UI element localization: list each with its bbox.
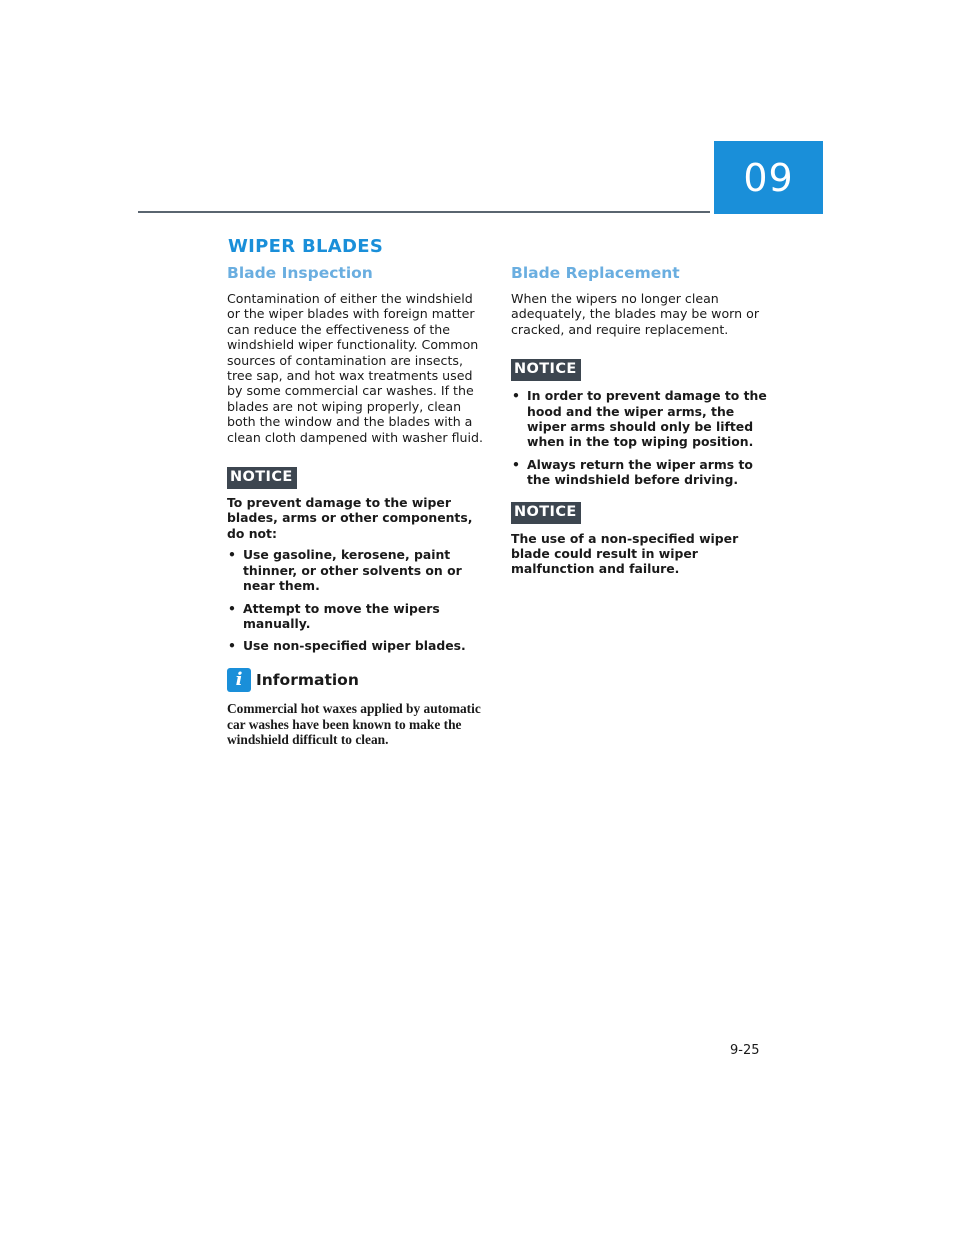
list-item: • In order to prevent damage to the hood and the wiper arms, the wiper arms should only be lifted when in the top wiping position. [511, 388, 767, 450]
blade-replacement-heading: Blade Replacement [511, 264, 680, 282]
notice-block [511, 501, 767, 577]
information-block [227, 668, 483, 748]
information-text: Commercial hot waxes applied by automatic car washes have been known to make the windshield difficult to clean. [227, 700, 481, 748]
notice-list [511, 388, 767, 487]
blade-inspection-heading: Blade Inspection [227, 264, 373, 282]
notice-badge: NOTICE [511, 359, 581, 381]
chapter-tab: 09 [714, 141, 823, 214]
notice-block [227, 466, 483, 654]
notice-list [227, 547, 483, 653]
information-header [227, 668, 483, 692]
blade-inspection-body: Contamination of either the windshield or the wiper blades with foreign matter can reduce the effectiveness of the windshield wiper functionality. Common sources of contamination are insects, tree sap, and hot wax treatments used by some commercial car washes. If the blades are not wiping properly, clean both the window and the blades with a clean cloth dampened with washer fluid. [227, 291, 483, 445]
list-item: • Use non-specified wiper blades. [227, 638, 483, 653]
notice-intro: To prevent damage to the wiper blades, arms or other components, do not: [227, 495, 473, 541]
right-column [511, 263, 767, 577]
section-title: WIPER BLADES [228, 236, 384, 257]
header-rule [138, 211, 710, 213]
notice-block [511, 358, 767, 487]
left-column [227, 263, 483, 748]
information-title: Information [256, 670, 359, 689]
list-item: • Always return the wiper arms to the windshield before driving. [511, 457, 767, 488]
list-item: • Use gasoline, kerosene, paint thinner, or other solvents on or near them. [227, 547, 483, 593]
list-item: • Attempt to move the wipers manually. [227, 601, 483, 632]
info-icon: i [227, 668, 251, 692]
blade-replacement-body: When the wipers no longer clean adequately, the blades may be worn or cracked, and require replacement. [511, 291, 760, 337]
notice-badge: NOTICE [511, 502, 581, 524]
page-number: 9-25 [730, 1043, 760, 1058]
notice-text: The use of a non-specified wiper blade could result in wiper malfunction and failure. [511, 530, 739, 577]
notice-badge: NOTICE [227, 467, 297, 489]
